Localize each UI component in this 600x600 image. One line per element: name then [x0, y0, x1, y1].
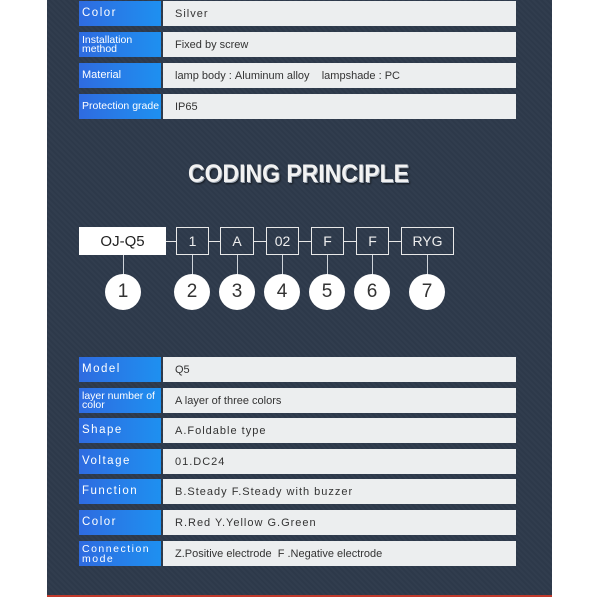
- code-pointer: [427, 255, 428, 275]
- code-pointer: [282, 255, 283, 275]
- spec-label: Voltage: [79, 449, 161, 474]
- code-connector: [166, 241, 176, 242]
- code-pointer: [237, 255, 238, 275]
- code-pointer: [327, 255, 328, 275]
- code-connector: [254, 241, 266, 242]
- spec-row-function: [79, 479, 516, 504]
- spec-label: Function: [79, 479, 161, 504]
- spec-label: Color: [79, 1, 161, 26]
- code-pointer: [123, 255, 124, 275]
- code-part-connection: F: [356, 227, 389, 255]
- spec-row-installation: [79, 32, 516, 57]
- spec-row-layer: [79, 388, 516, 413]
- bottom-divider: [47, 595, 552, 597]
- section-title: CODING PRINCIPLE: [187, 160, 410, 188]
- spec-row-connection: [79, 541, 516, 566]
- code-connector: [389, 241, 401, 242]
- spec-value: A layer of three colors: [163, 388, 516, 413]
- code-part-voltage: 02: [266, 227, 299, 255]
- code-part-layer: 1: [176, 227, 209, 255]
- spec-value: IP65: [163, 94, 516, 119]
- spec-row-protection: [79, 94, 516, 119]
- code-connector: [344, 241, 356, 242]
- spec-label: Material: [79, 63, 161, 88]
- spec-value: Fixed by screw: [163, 32, 516, 57]
- code-pointer: [372, 255, 373, 275]
- code-part-color: RYG: [401, 227, 454, 255]
- spec-value: A.Foldable type: [163, 418, 516, 443]
- code-part-series: OJ-Q5: [79, 227, 166, 255]
- spec-row-voltage: [79, 449, 516, 474]
- code-number-1: 1: [105, 274, 141, 310]
- code-connector: [209, 241, 220, 242]
- spec-row-model: [79, 357, 516, 382]
- spec-value: 01.DC24: [163, 449, 516, 474]
- code-part-shape: A: [220, 227, 254, 255]
- spec-label: Color: [79, 510, 161, 535]
- code-number-6: 6: [354, 274, 390, 310]
- spec-value: Silver: [163, 1, 516, 26]
- spec-row-material: [79, 63, 516, 88]
- code-connector: [299, 241, 311, 242]
- code-number-5: 5: [309, 274, 345, 310]
- code-part-function: F: [311, 227, 344, 255]
- spec-label: layer number of color: [79, 388, 161, 413]
- spec-value: B.Steady F.Steady with buzzer: [163, 479, 516, 504]
- spec-label: Protection grade: [79, 94, 161, 119]
- code-pointer: [192, 255, 193, 275]
- spec-row-color-code: [79, 510, 516, 535]
- spec-value: lamp body : Aluminum alloy lampshade : PC: [163, 63, 516, 88]
- spec-value: Q5: [163, 357, 516, 382]
- code-number-7: 7: [409, 274, 445, 310]
- spec-row-color: [79, 1, 516, 26]
- code-number-3: 3: [219, 274, 255, 310]
- spec-value: Z.Positive electrode F .Negative electrode: [163, 541, 516, 566]
- spec-label: Model: [79, 357, 161, 382]
- spec-label: Shape: [79, 418, 161, 443]
- spec-row-shape: [79, 418, 516, 443]
- code-number-2: 2: [174, 274, 210, 310]
- code-number-4: 4: [264, 274, 300, 310]
- spec-label: Connection mode: [79, 541, 161, 566]
- spec-label: Installation method: [79, 32, 161, 57]
- spec-value: R.Red Y.Yellow G.Green: [163, 510, 516, 535]
